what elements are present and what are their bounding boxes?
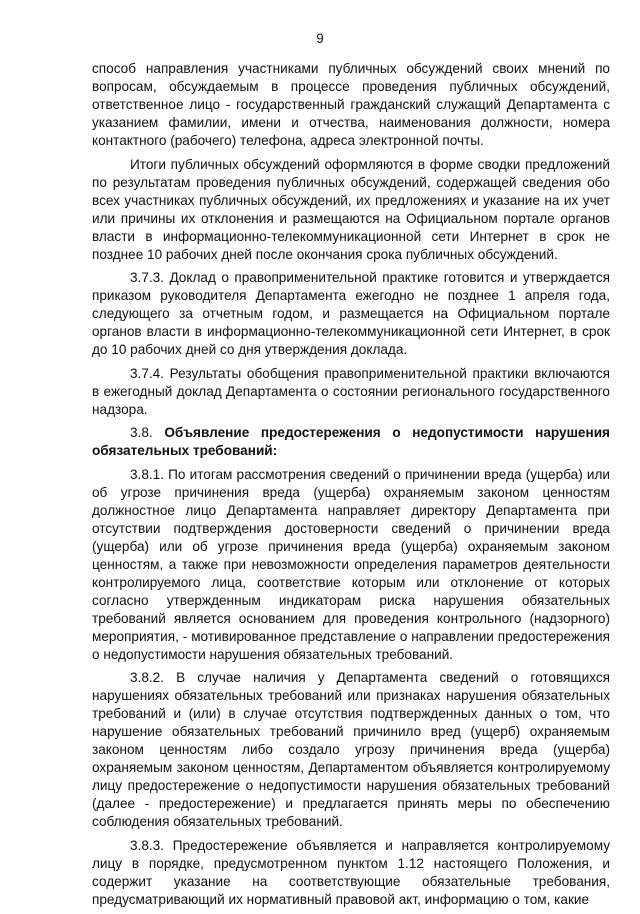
paragraph-3-8-1: 3.8.1. По итогам рассмотрения сведений о причинении вреда (ущерба) или об угрозе причинения вреда (ущерба) охраняемым законом ценностям должностное лицо Департамента направляет директору Департамента при отсутствии подтверждения достоверности сведений о причинении вреда (ущерба) или об угрозе причинения вреда (ущерба) охраняемым законом ценностям, а также при невозможности определения параметров деятельности контролируемого лица, соответствие которым или отклонение от которых согласно утвержденным индикаторам риска нарушения обязательных требований является основанием для проведения контрольного (надзорного) мероприятия, - мотивированное представление о направлении предостережения о недопустимости нарушения обязательных требований. [92, 466, 610, 662]
paragraph-3-7-3: 3.7.3. Доклад о правоприменительной практике готовится и утверждается приказом руководителя Департамента ежегодно не позднее 1 апреля года, следующего за отчетным годом, и размещается на Официальном портале органов власти в информационно-телекоммуникационной сети Интернет, в срок до 10 рабочих дней со дня утверждения доклада. [92, 270, 610, 357]
paragraph-publication-method: способ направления участниками публичных обсуждений своих мнений по вопросам, обсуждаемым в процессе проведения публичных обсуждений, ответственное лицо - государственный гражданский служащий Департамента с указанием фамилии, имени и отчества, наименования должности, номера контактного (рабочего) телефона, адреса электронной почты. [92, 61, 610, 148]
section-title: Объявление предостережения о недопустимости нарушения обязательных требований: [92, 425, 610, 458]
paragraph-discussion-results: Итоги публичных обсуждений оформляются в форме сводки предложений по результатам проведения публичных обсуждений, содержащей сведения обо всех участниках публичных обсуждений, их предложениях и указание на их учет или причины их отклонения и размещаются на Официальном портале органов власти в информационно-телекоммуникационной сети Интернет в срок не позднее 10 рабочих дней после окончания срока публичных обсуждений. [92, 156, 610, 262]
paragraph-3-8-3: 3.8.3. Предостережение объявляется и направляется контролируемому лицу в порядке, предусмотренном пунктом 1.12 настоящего Положения, и содержит указание на соответствующие обязательные требования, предусматривающий их нормативный правовой акт, информацию о том, какие [92, 837, 610, 907]
page-number: 9 [316, 31, 324, 46]
paragraph-3-8-2: 3.8.2. В случае наличия у Департамента сведений о готовящихся нарушениях обязательных требований или признаках нарушения обязательных требований и (или) в случае отсутствия подтвержденных данных о том, что нарушение обязательных требований причинило вред (ущерб) охраняемым законом ценностям либо создало угрозу причинения вреда (ущерба) охраняемым законом ценностям, Департаментом объявляется контролируемому лицу предостережение о недопустимости нарушения обязательных требований (далее - предостережение) и предлагается принять меры по обеспечению соблюдения обязательных требований. [92, 670, 610, 829]
section-heading-3-8 [92, 424, 610, 460]
paragraph-3-7-4: 3.7.4. Результаты обобщения правоприменительной практики включаются в ежегодный доклад Департамента о состоянии регионального государственного надзора. [92, 365, 610, 417]
document-body [92, 60, 610, 914]
section-number: 3.8. [130, 425, 153, 440]
